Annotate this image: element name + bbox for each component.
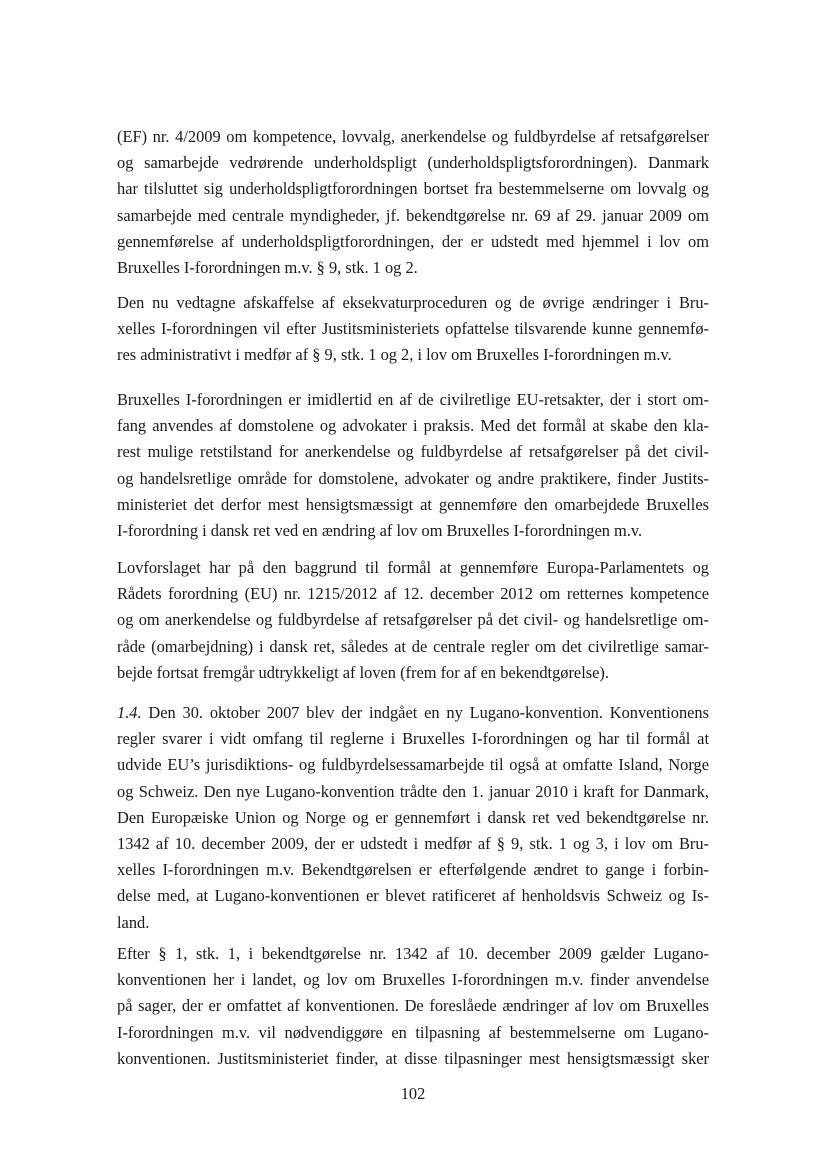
text-line: xelles I-forordningen m.v. Bekendtgørelsen er efterfølgende ændret to gange i forbin- (117, 860, 709, 880)
text-line: konventionen her i landet, og lov om Bruxelles I-forordningen m.v. finder anvendelse (117, 970, 709, 990)
text-line: råde (omarbejdning) i dansk ret, således at de centrale regler om det civilretlige samar- (117, 636, 709, 656)
page-number: 102 (400, 1084, 426, 1103)
text-line: Den nu vedtagne afskaffelse af eksekvaturproceduren og de øvrige ændringer i Bru- (117, 293, 709, 312)
paragraph-eksekvatur (117, 290, 709, 369)
text-line: fang anvendes af domstolene og advokater i praksis. Med det formål at skabe den kla- (117, 416, 709, 436)
text-line: regler svarer i vidt omfang til reglerne i Bruxelles I-forordningen og har til formål at (117, 729, 709, 749)
text-line: 1342 af 10. december 2009, der er udstedt i medfør af § 9, stk. 1 og 3, i lov om Bru- (117, 833, 709, 853)
text-line: og handelsretlige område for domstolene, advokater og andre praktikere, finder Justits- (117, 468, 709, 488)
text-line: rest mulige retstilstand for anerkendelse og fuldbyrdelse af retsafgørelser på det civil- (117, 442, 709, 462)
text-line: I-forordningen m.v. vil nødvendiggøre en tilpasning af bestemmelserne om Lugano- (117, 1022, 709, 1042)
paragraph-civilretlige-retsakter (117, 387, 709, 544)
text-line (117, 700, 709, 726)
paragraph-lovforslaget (117, 555, 709, 686)
text-line: res administrativt i medfør af § 9, stk. 1 og 2, i lov om Bruxelles I-forordningen m.v. (117, 345, 672, 365)
section-1-4 (117, 700, 709, 936)
text-line-content: Den 30. oktober 2007 blev der indgået en ny Lugano-konvention. Konventionens (141, 703, 709, 722)
text-line: konventionen. Justitsministeriet finder, at disse tilpasninger mest hensigtsmæssigt sker (117, 1048, 709, 1068)
paragraph-lugano-bekendtgorelse (117, 941, 709, 1072)
text-line: delse med, at Lugano-konventionen er blevet ratificeret af henholdsvis Schweiz og Is- (117, 886, 709, 906)
text-line: ministeriet det derfor mest hensigtsmæssigt at gennemføre den omarbejdede Bruxelles (117, 494, 709, 514)
text-line: I-forordning i dansk ret ved en ændring af lov om Bruxelles I-forordningen m.v. (117, 520, 643, 540)
section-number: 1.4. (117, 703, 142, 722)
text-line: land. (117, 912, 150, 932)
text-line: Bruxelles I-forordningen er imidlertid en af de civilretlige EU-retsakter, der i stort om- (117, 390, 709, 409)
text-line: Den Europæiske Union og Norge og er gennemført i dansk ret ved bekendtgørelse nr. (117, 807, 709, 827)
text-line: har tilsluttet sig underholdspligtforordningen bortset fra bestemmelserne om lovvalg og (117, 179, 709, 199)
text-line: bejde fortsat fremgår udtrykkeligt af loven (frem for af en bekendtgørelse). (117, 662, 609, 682)
text-line: xelles I-forordningen vil efter Justitsministeriets opfattelse tilsvarende kunne gennemfø- (117, 319, 709, 339)
text-line: på sager, der er omfattet af konventionen. De foreslåede ændringer af lov om Bruxelles (117, 996, 709, 1016)
text-line: og Schweiz. Den nye Lugano-konvention trådte den 1. januar 2010 i kraft for Danmark, (117, 781, 709, 801)
text-line: og om anerkendelse og fuldbyrdelse af retsafgørelser på det civil- og handelsretlige om- (117, 610, 709, 630)
text-line: gennemførelse af underholdspligtforordningen, der er udstedt med hjemmel i lov om (117, 231, 709, 251)
text-line: og samarbejde vedrørende underholdspligt (underholdspligtsforordningen). Danmark (117, 153, 709, 173)
text-line: Efter § 1, stk. 1, i bekendtgørelse nr. 1342 af 10. december 2009 gælder Lugano- (117, 944, 709, 963)
text-line: Lovforslaget har på den baggrund til formål at gennemføre Europa-Parlamentets og (117, 558, 709, 577)
text-line: (EF) nr. 4/2009 om kompetence, lovvalg, anerkendelse og fuldbyrdelse af retsafgørelser (117, 127, 709, 146)
text-line: udvide EU’s jurisdiktions- og fuldbyrdelsessamarbejde til også at omfatte Island, Norge (117, 755, 709, 775)
text-line: samarbejde med centrale myndigheder, jf. bekendtgørelse nr. 69 af 29. januar 2009 om (117, 205, 709, 225)
paragraph-underholdspligt (117, 124, 709, 281)
text-line: Bruxelles I-forordningen m.v. § 9, stk. 1 og 2. (117, 257, 418, 277)
text-line: Rådets forordning (EU) nr. 1215/2012 af 12. december 2012 om retternes kompetence (117, 584, 709, 604)
